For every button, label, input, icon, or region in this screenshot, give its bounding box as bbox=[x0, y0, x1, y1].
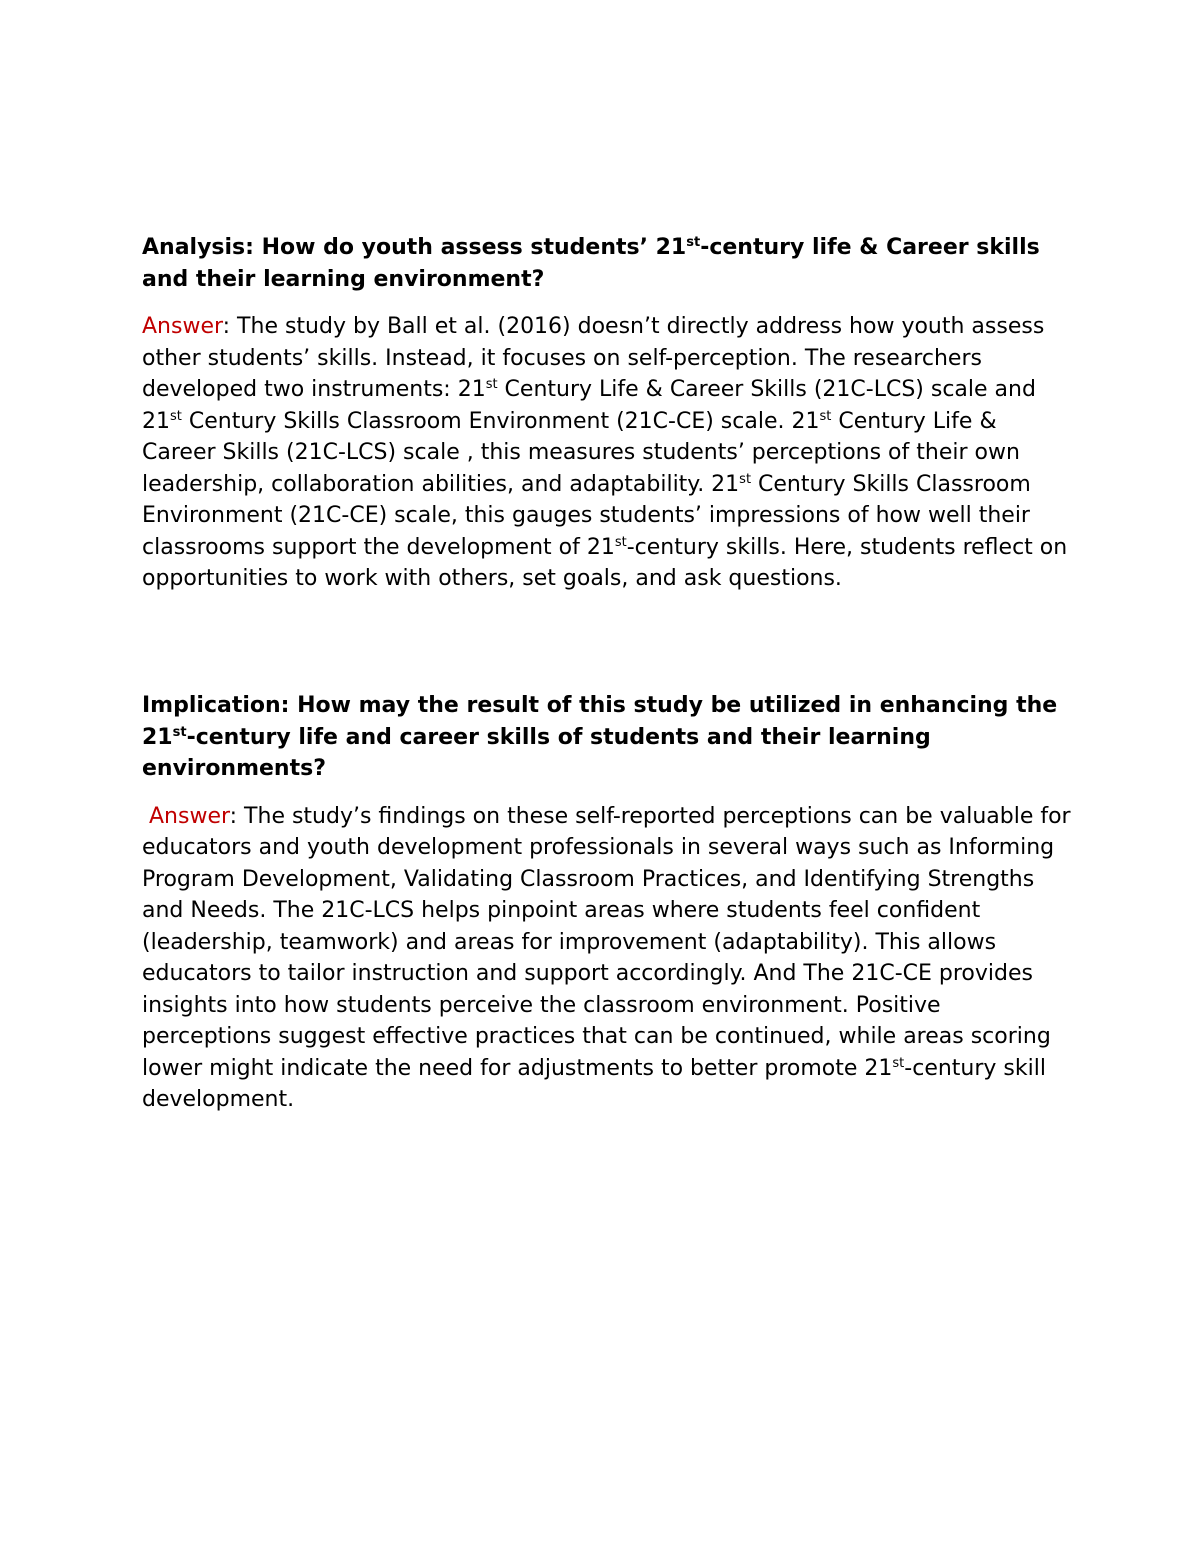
superscript: st bbox=[819, 408, 832, 424]
implication-question bbox=[142, 690, 1072, 785]
analysis-section bbox=[142, 232, 1072, 595]
implication-question-text: -century life and career skills of students and their learning environments? bbox=[142, 724, 931, 781]
answer-text: Century Life & Career Skills (21C-LCS) scale and 21 bbox=[142, 377, 1036, 434]
superscript: st bbox=[172, 724, 187, 740]
analysis-question-text: -century life & Career skills and their learning environment? bbox=[142, 235, 1040, 292]
superscript: st bbox=[170, 408, 182, 424]
analysis-answer bbox=[142, 311, 1072, 595]
superscript: st bbox=[892, 1055, 905, 1071]
answer-text: Century Life & Career Skills (21C-LCS) scale , this measures students’ perceptions of their own leadership, collaboration abilities, and adaptability. 21 bbox=[142, 408, 1020, 497]
answer-text: Century Skills Classroom Environment (21C-CE) scale. 21 bbox=[181, 408, 820, 434]
implication-answer bbox=[142, 801, 1072, 1116]
answer-text: -century skill development. bbox=[142, 1055, 1046, 1112]
superscript: st bbox=[614, 534, 627, 550]
analysis-question bbox=[142, 232, 1072, 295]
superscript: st bbox=[485, 377, 498, 392]
leading-space bbox=[142, 804, 149, 829]
answer-text: : The study by Ball et al. (2016) doesn’t directly address how youth assess other students’ skills. Instead, it focuses on self-perception. The researchers developed two instruments: 21 bbox=[142, 314, 1045, 402]
superscript: st bbox=[739, 471, 752, 487]
superscript: st bbox=[686, 235, 701, 250]
answer-text: Century Skills Classroom Environment (21C-CE) scale, this gauges students’ impressions of how well their classrooms support the development of 21 bbox=[142, 471, 1031, 560]
analysis-question-text: Analysis: How do youth assess students’ 21 bbox=[142, 235, 687, 260]
answer-label: Answer bbox=[142, 314, 223, 339]
answer-label: Answer bbox=[149, 803, 230, 829]
answer-text: -century skills. Here, students reflect on opportunities to work with others, set goals, and ask questions. bbox=[142, 534, 1068, 591]
implication-question-text: Implication: How may the result of this study be utilized in enhancing the 21 bbox=[142, 693, 1058, 750]
answer-text: : The study’s findings on these self-reported perceptions can be valuable for educators and youth development professionals in several ways such as Informing Program Development, Validating Classroom Practices, and Identifying Strengths and Needs. The 21C-LCS helps pinpoint areas where students feel confident (leadership, teamwork) and areas for improvement (adaptability). This allows educators to tailor instruction and support accordingly. And The 21C-CE provides insights into how students perceive the classroom environment. Positive perceptions suggest effective practices that can be continued, while areas scoring lower might indicate the need for adjustments to better promote 21 bbox=[142, 803, 1071, 1081]
implication-section bbox=[142, 690, 1072, 1116]
